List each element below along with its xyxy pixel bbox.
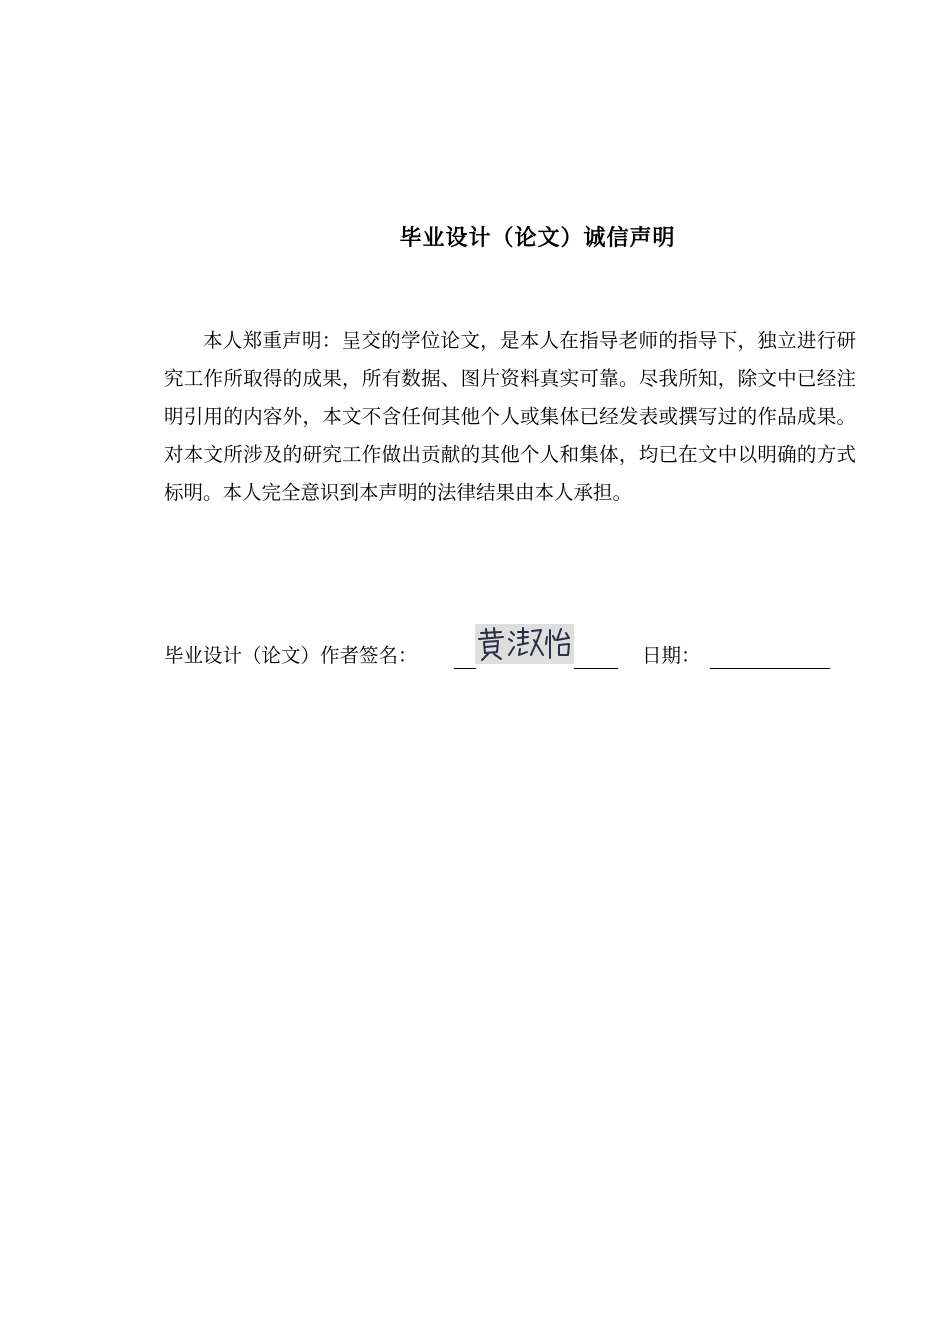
- date-label: 日期：: [642, 644, 701, 667]
- signature-line: [164, 636, 864, 676]
- signature-underline: [454, 638, 476, 669]
- handwritten-signature: [475, 624, 574, 664]
- page-title: 毕业设计（论文）诚信声明: [399, 226, 676, 251]
- signature-underline-trailing: [574, 638, 618, 669]
- declaration-body: 本人郑重声明：呈交的学位论文，是本人在指导老师的指导下，独立进行研究工作所取得的成果，所有数据、图片资料真实可靠。尽我所知，除文中已经注明引用的内容外，本文不含任何其他个人或集体已经发表或撰写过的作品成果。对本文所涉及的研究工作做出贡献的其他个人和集体，均已在文中以明确的方式标明。本人完全意识到本声明的法律结果由本人承担。: [164, 329, 856, 504]
- signature-label: 毕业设计（论文）作者签名：: [164, 644, 418, 667]
- date-field: [710, 638, 830, 669]
